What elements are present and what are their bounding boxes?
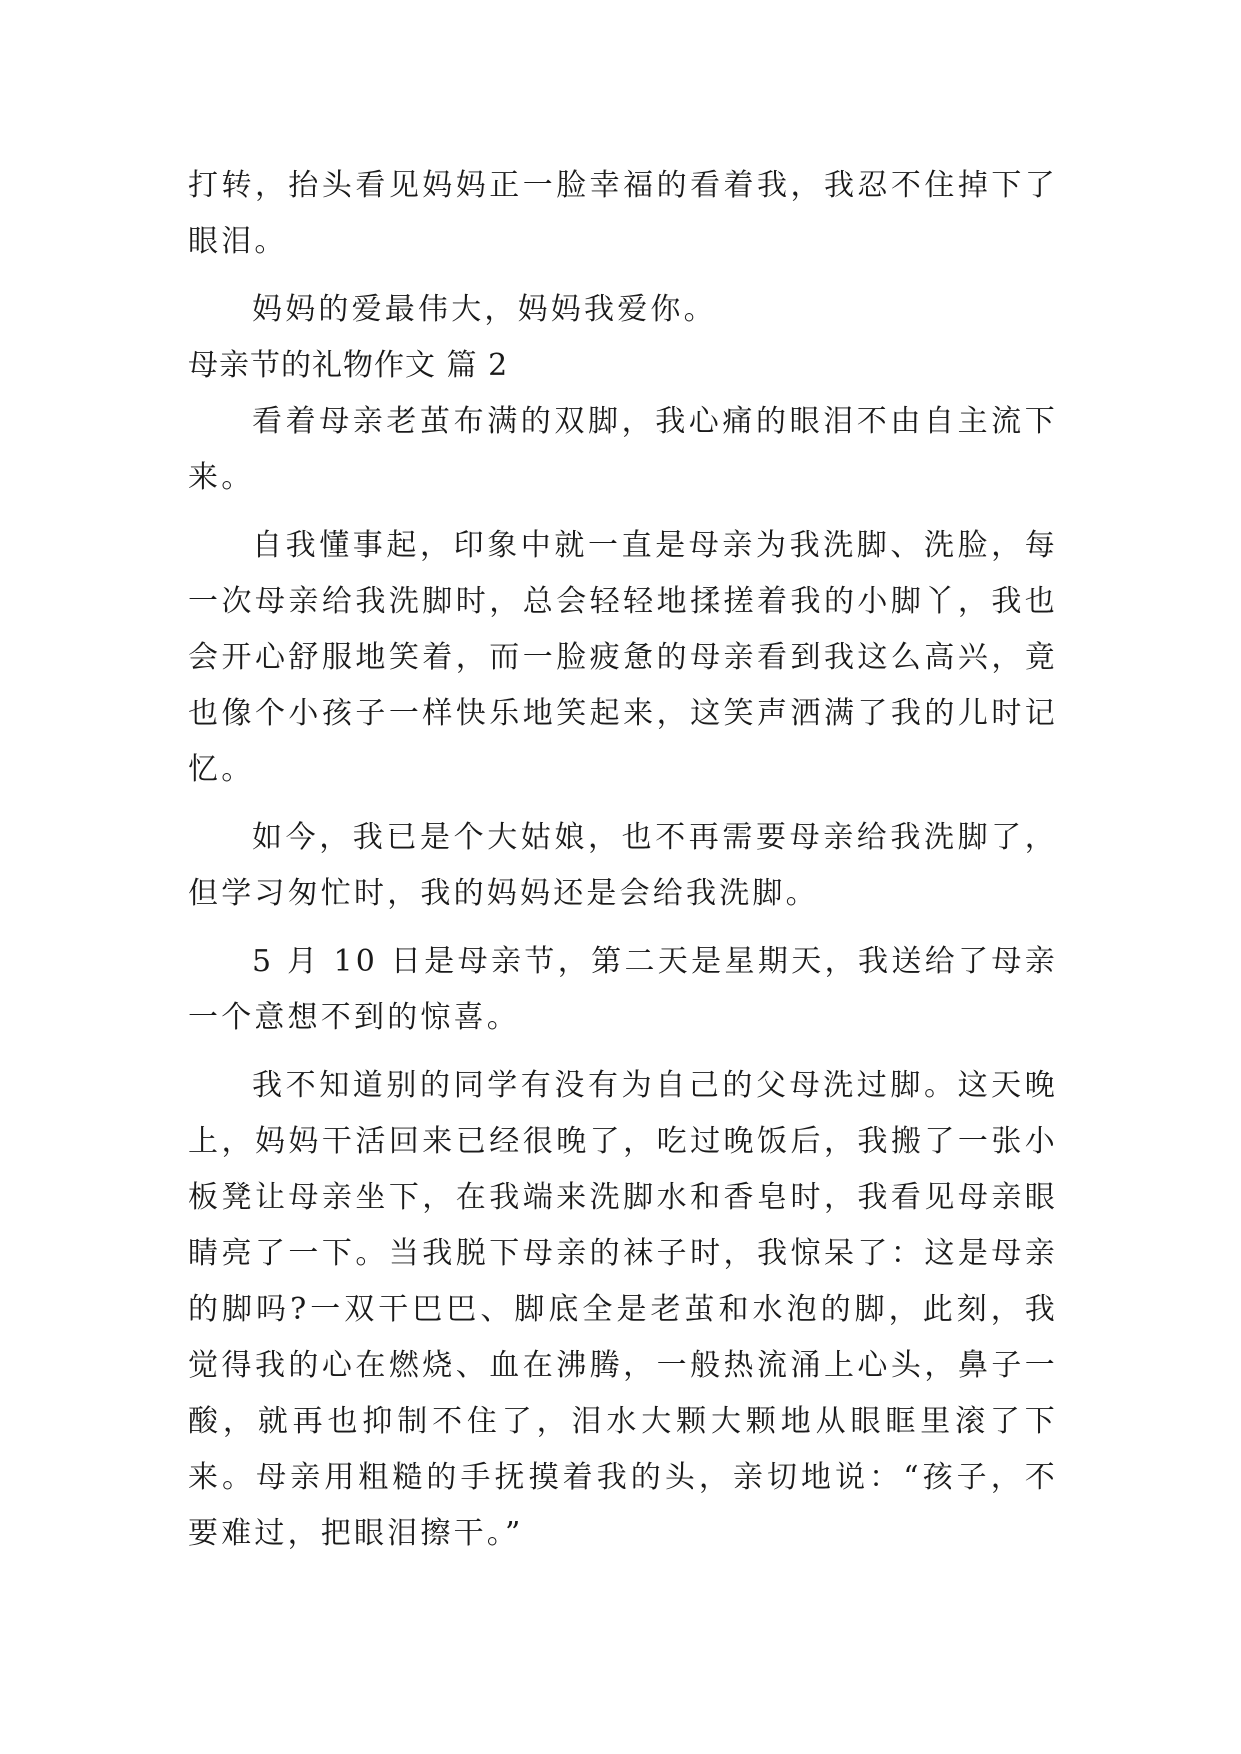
- paragraph-4: 5 月 10 日是母亲节，第二天是星期天，我送给了母亲一个意想不到的惊喜。: [188, 944, 1058, 1035]
- paragraph-1: 看着母亲老茧布满的双脚，我心痛的眼泪不由自主流下来。: [188, 404, 1058, 495]
- paragraph-love-mom: 妈妈的爱最伟大，妈妈我爱你。: [252, 292, 717, 327]
- section-title: 母亲节的礼物作文 篇 2: [188, 348, 509, 383]
- paragraph-3: 如今，我已是个大姑娘，也不再需要母亲给我洗脚了，但学习匆忙时，我的妈妈还是会给我洗脚。: [188, 820, 1058, 911]
- paragraph-5: 我不知道别的同学有没有为自己的父母洗过脚。这天晚上，妈妈干活回来已经很晚了，吃过晚饭后，我搬了一张小板凳让母亲坐下，在我端来洗脚水和香皂时，我看见母亲眼睛亮了一下。当我脱下母亲的袜子时，我惊呆了：这是母亲的脚吗?一双干巴巴、脚底全是老茧和水泡的脚，此刻，我觉得我的心在燃烧、血在沸腾，一般热流涌上心头，鼻子一酸，就再也抑制不住了，泪水大颗大颗地从眼眶里滚了下来。母亲用粗糙的手抚摸着我的头，亲切地说：“孩子，不要难过，把眼泪擦干。”: [188, 1068, 1058, 1551]
- paragraph-continuation: 打转，抬头看见妈妈正一脸幸福的看着我，我忍不住掉下了眼泪。: [188, 168, 1058, 259]
- document-page: [188, 158, 1058, 1562]
- paragraph-2: 自我懂事起，印象中就一直是母亲为我洗脚、洗脸，每一次母亲给我洗脚时，总会轻轻地揉搓着我的小脚丫，我也会开心舒服地笑着，而一脸疲惫的母亲看到我这么高兴，竟也像个小孩子一样快乐地笑起来，这笑声洒满了我的儿时记忆。: [188, 528, 1058, 787]
